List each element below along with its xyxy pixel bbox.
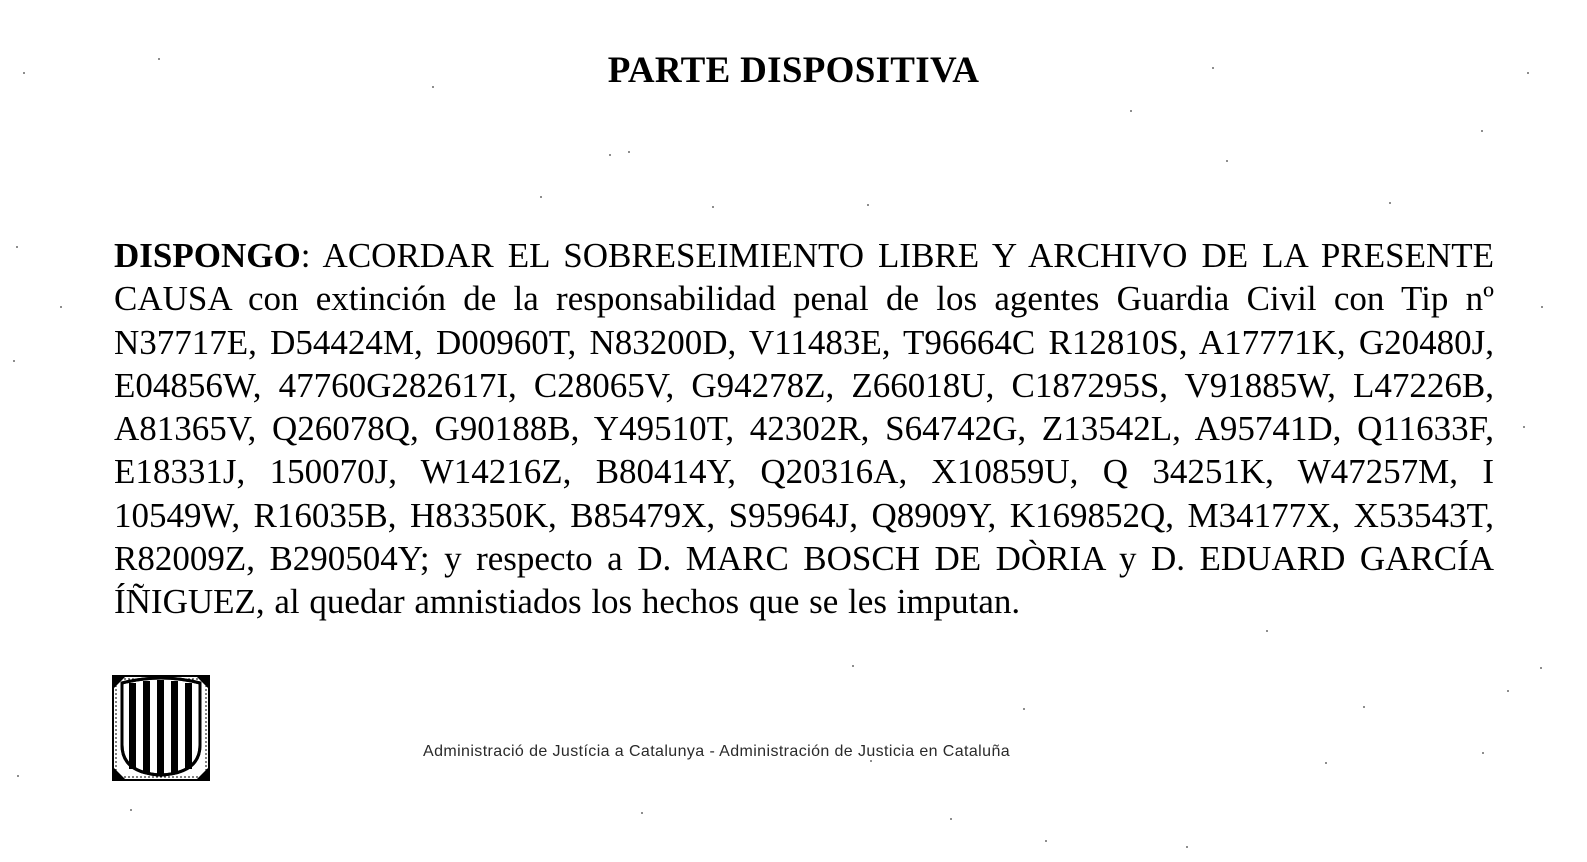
- speck: [1130, 110, 1132, 112]
- speck: [1325, 762, 1327, 764]
- speck: [1482, 752, 1484, 754]
- footer-caption: Administració de Justícia a Catalunya - Administración de Justicia en Cataluña: [423, 743, 1011, 760]
- speck: [852, 665, 854, 667]
- speck: [130, 809, 132, 811]
- speck: [641, 812, 643, 814]
- speck: [1266, 630, 1268, 632]
- ruling-lead-punct: :: [300, 236, 311, 275]
- speck: [17, 775, 19, 777]
- page-title: PARTE DISPOSITIVA: [607, 50, 980, 91]
- speck: [23, 72, 25, 74]
- speck: [867, 204, 869, 206]
- speck: [60, 306, 62, 308]
- speck: [950, 818, 952, 820]
- speck: [1363, 706, 1365, 708]
- speck: [13, 360, 15, 362]
- speck: [1540, 667, 1542, 669]
- speck: [1481, 130, 1483, 132]
- speck: [158, 58, 160, 60]
- ruling-lead: DISPONGO: [114, 236, 301, 275]
- speck: [1186, 846, 1188, 848]
- speck: [1507, 690, 1509, 692]
- speck: [1212, 67, 1214, 69]
- speck: [1023, 708, 1025, 710]
- speck: [1226, 160, 1228, 162]
- speck: [16, 246, 18, 248]
- speck: [628, 151, 630, 153]
- speck: [1527, 72, 1529, 74]
- speck: [1541, 306, 1543, 308]
- ruling-text: ACORDAR EL SOBRESEIMIENTO LIBRE Y ARCHIVO DE LA PRESENTE CAUSA con extinción de la responsabilidad penal de los agentes Guardia Civil con Tip nº N37717E, D54424M, D00960T, N83200D, V11483E, T96664C R12810S, A17771K, G20480J, E04856W, 47760G282617I, C28065V, G94278Z, Z66018U, C187295S, V91885W, L47226B, A81365V, Q26078Q, G90188B, Y49510T, 42302R, S64742G, Z13542L, A95741D, Q11633F, E18331J, 150070J, W14216Z, B80414Y, Q20316A, X10859U, Q 34251K, W47257M, I 10549W, R16035B, H83350K, B85479X, S95964J, Q8909Y, K169852Q, M34177X, X53543T, R82009Z, B290504Y; y respecto a D. MARC BOSCH DE DÒRIA y D. EDUARD GARCÍA ÍÑIGUEZ, al quedar amnistiados los hechos que se les imputan.: [114, 236, 1494, 622]
- ruling-paragraph: [114, 234, 1494, 624]
- speck: [609, 154, 611, 156]
- speck: [870, 760, 872, 762]
- speck: [1045, 840, 1047, 842]
- speck: [712, 206, 714, 208]
- speck: [432, 86, 434, 88]
- speck: [1389, 202, 1391, 204]
- speck: [540, 196, 542, 198]
- generalitat-seal-icon: [112, 675, 210, 781]
- speck: [1523, 426, 1525, 428]
